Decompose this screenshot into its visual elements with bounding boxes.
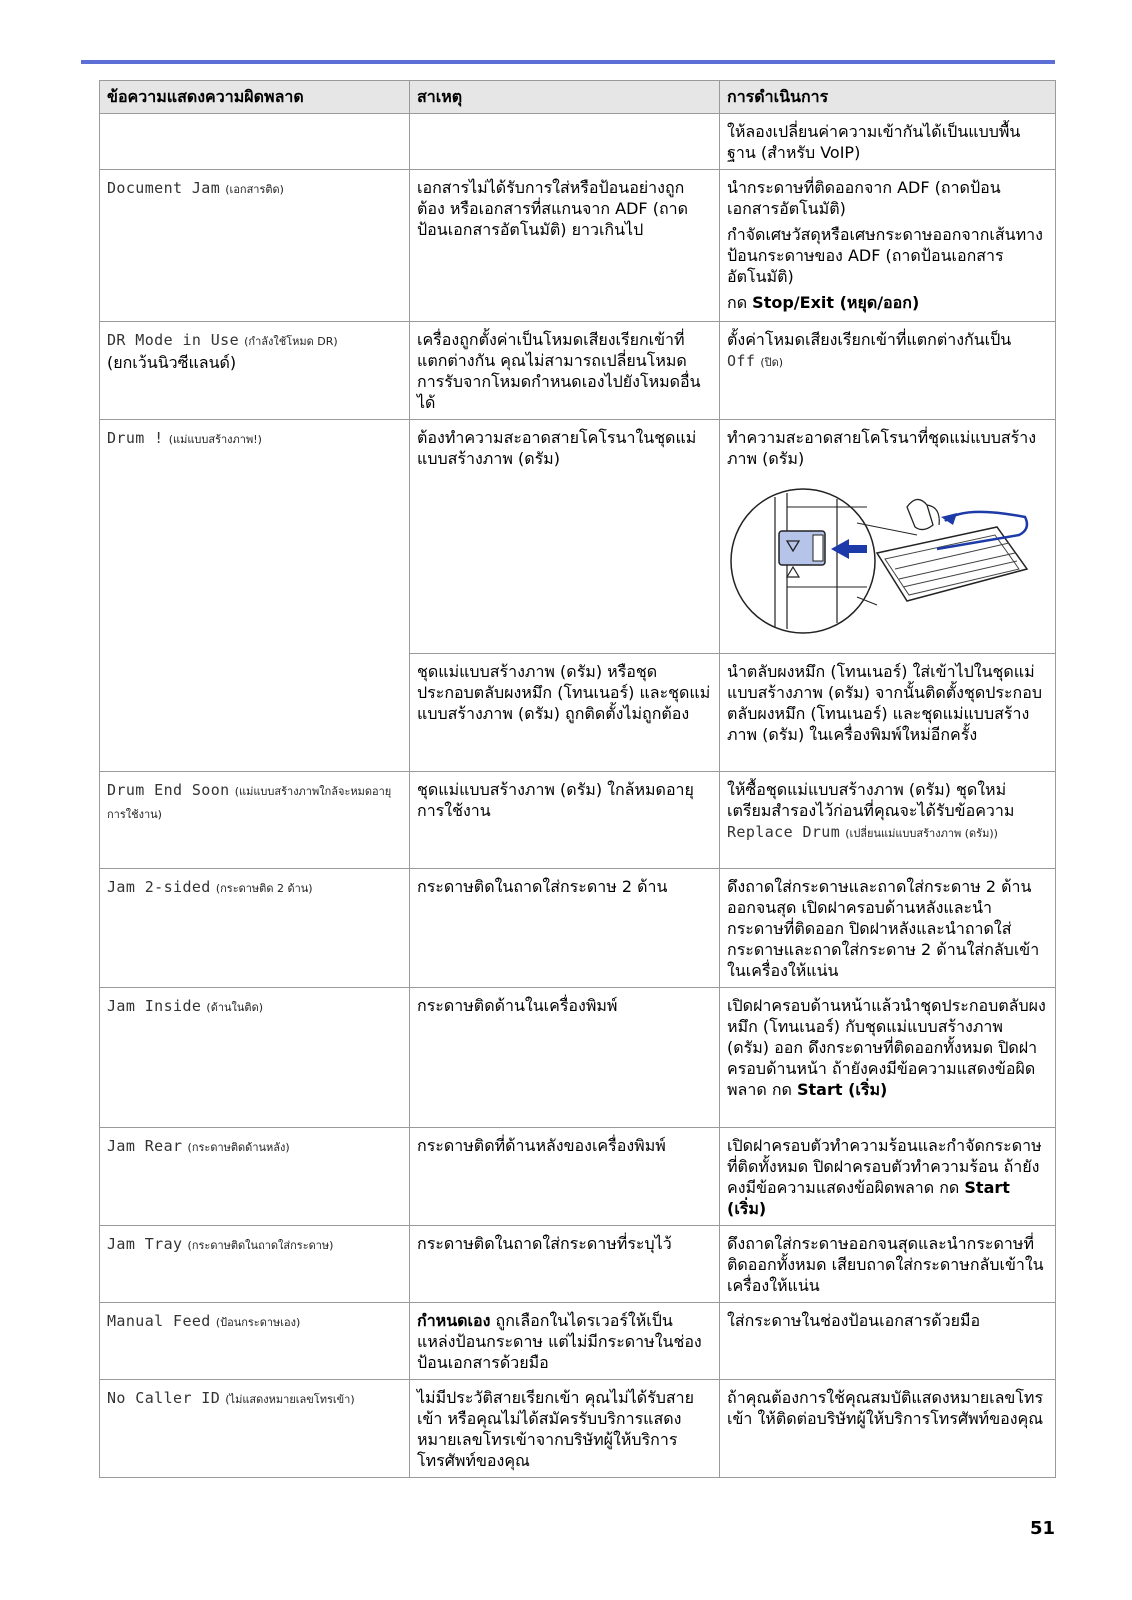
action-step: กำจัดเศษวัสดุหรือเศษกระดาษออกจากเส้นทางป้อนกระดาษของ ADF (ถาดป้อนเอกสารอัตโนมัติ) <box>727 225 1043 286</box>
cause-text: ถูกเลือกในไดรเวอร์ให้เป็นแหล่งป้อนกระดาษ แต่ไม่มีกระดาษในช่องป้อนเอกสารด้วยมือ <box>417 1311 702 1372</box>
message-cell <box>100 1128 410 1226</box>
header-action: การดำเนินการ <box>720 81 1056 114</box>
message-cell <box>100 420 410 772</box>
error-code-translation: (แม่แบบสร้างภาพ!) <box>168 433 262 446</box>
error-code: Drum ! <box>107 429 164 447</box>
cause-cell: ต้องทำความสะอาดสายโคโรนาในชุดแม่แบบสร้างภาพ (ดรัม) <box>410 420 720 654</box>
message-cell <box>100 170 410 322</box>
action-cell: ดึงถาดใส่กระดาษและถาดใส่กระดาษ 2 ด้านออกจนสุด เปิดฝาครอบด้านหลังและนำกระดาษที่ติดออก ปิดฝาหลังและนำถาดใส่กระดาษและถาดใส่กระดาษ 2 ด้านใส่กลับเข้าในเครื่องให้แน่น <box>720 869 1056 988</box>
table-row <box>100 170 1056 322</box>
error-code-translation: (เอกสารติด) <box>225 183 284 196</box>
header-cause: สาเหตุ <box>410 81 720 114</box>
table-row <box>100 420 1056 654</box>
region-note: (ยกเว้นนิวซีแลนด์) <box>107 353 237 372</box>
cause-cell: เครื่องถูกตั้งค่าเป็นโหมดเสียงเรียกเข้าที่แตกต่างกัน คุณไม่สามารถเปลี่ยนโหมดการรับจากโหมดกำหนดเองไปยังโหมดอื่นได้ <box>410 322 720 420</box>
action-text: ให้ซื้อชุดแม่แบบสร้างภาพ (ดรัม) ชุดใหม่เตรียมสำรองไว้ก่อนที่คุณจะได้รับข้อความ <box>727 780 1015 820</box>
error-code: Jam Tray <box>107 1235 183 1253</box>
error-code: Manual Feed <box>107 1312 211 1330</box>
error-code: Document Jam <box>107 179 221 197</box>
error-code: DR Mode in Use <box>107 331 240 349</box>
message-cell <box>100 772 410 869</box>
action-step <box>727 292 1047 313</box>
header-error-message: ข้อความแสดงความผิดพลาด <box>100 81 410 114</box>
message-cell <box>100 1226 410 1303</box>
table-row <box>100 869 1056 988</box>
message-code-translation: (เปลี่ยนแม่แบบสร้างภาพ (ดรัม)) <box>845 827 998 840</box>
cause-cell: กระดาษติดในถาดใส่กระดาษที่ระบุไว้ <box>410 1226 720 1303</box>
action-cell <box>720 170 1056 322</box>
message-cell <box>100 114 410 170</box>
cause-cell <box>410 114 720 170</box>
error-code: No Caller ID <box>107 1389 221 1407</box>
message-cell <box>100 1380 410 1478</box>
error-code-translation: (ไม่แสดงหมายเลขโทรเข้า) <box>225 1393 355 1406</box>
error-code-translation: (ด้านในติด) <box>206 1001 264 1014</box>
action-text: เปิดฝาครอบด้านหน้าแล้วนำชุดประกอบตลับผงหมึก (โทนเนอร์) กับชุดแม่แบบสร้างภาพ (ดรัม) ออก ดึงกระดาษที่ติดออกทั้งหมด ปิดฝาครอบด้านหน้า ถ้ายังคงมีข้อความแสดงข้อผิดพลาด กด <box>727 996 1046 1099</box>
action-cell: ใส่กระดาษในช่องป้อนเอกสารด้วยมือ <box>720 1303 1056 1380</box>
error-code-translation: (กระดาษติดด้านหลัง) <box>187 1141 290 1154</box>
message-code: Replace Drum <box>727 823 841 841</box>
action-cell: ถ้าคุณต้องการใช้คุณสมบัติแสดงหมายเลขโทรเข้า ให้ติดต่อบริษัทผู้ให้บริการโทรศัพท์ของคุณ <box>720 1380 1056 1478</box>
drum-unit-illustration <box>727 477 1031 637</box>
action-text: ทำความสะอาดสายโคโรนาที่ชุดแม่แบบสร้างภาพ (ดรัม) <box>727 428 1037 468</box>
error-code: Jam Rear <box>107 1137 183 1155</box>
error-code-translation: (กระดาษติดในถาดใส่กระดาษ) <box>187 1239 334 1252</box>
cause-cell: เอกสารไม่ได้รับการใส่หรือป้อนอย่างถูกต้อง หรือเอกสารที่สแกนจาก ADF (ถาดป้อนเอกสารอัตโนมัติ) ยาวเกินไป <box>410 170 720 322</box>
table-row <box>100 322 1056 420</box>
table-header-row <box>100 81 1056 114</box>
message-cell <box>100 322 410 420</box>
action-cell <box>720 1128 1056 1226</box>
cause-cell <box>410 1303 720 1380</box>
action-cell: ให้ลองเปลี่ยนค่าความเข้ากันได้เป็นแบบพื้นฐาน (สำหรับ VoIP) <box>720 114 1056 170</box>
action-cell <box>720 322 1056 420</box>
action-text: เปิดฝาครอบตัวทำความร้อนและกำจัดกระดาษที่ติดทั้งหมด ปิดฝาครอบตัวทำความร้อน ถ้ายังคงมีข้อความแสดงข้อผิดพลาด กด <box>727 1136 1042 1197</box>
cause-cell: ไม่มีประวัติสายเรียกเข้า คุณไม่ได้รับสายเข้า หรือคุณไม่ได้สมัครรับบริการแสดงหมายเลขโทรเข้าจากบริษัทผู้ให้บริการโทรศัพท์ของคุณ <box>410 1380 720 1478</box>
action-step: นำกระดาษที่ติดออกจาก ADF (ถาดป้อนเอกสารอัตโนมัติ) <box>727 178 1001 218</box>
cause-cell: กระดาษติดที่ด้านหลังของเครื่องพิมพ์ <box>410 1128 720 1226</box>
action-cell <box>720 772 1056 869</box>
setting-value-translation: (ปิด) <box>760 356 784 369</box>
driver-setting-name: กำหนดเอง <box>417 1311 491 1330</box>
message-cell <box>100 869 410 988</box>
error-code-translation: (แม่แบบสร้างภาพใกล้จะหมดอายุการใช้งาน) <box>107 785 392 821</box>
table-row <box>100 1380 1056 1478</box>
action-text: ตั้งค่าโหมดเสียงเรียกเข้าที่แตกต่างกันเป็น <box>727 330 1012 349</box>
error-code-translation: (ป้อนกระดาษเอง) <box>215 1316 301 1329</box>
cause-cell: ชุดแม่แบบสร้างภาพ (ดรัม) หรือชุดประกอบตลับผงหมึก (โทนเนอร์) และชุดแม่แบบสร้างภาพ (ดรัม) ถูกติดตั้งไม่ถูกต้อง <box>410 654 720 772</box>
error-message-table <box>99 80 1056 1478</box>
error-code: Jam Inside <box>107 997 202 1015</box>
action-step-prefix: กด <box>727 293 748 312</box>
action-cell <box>720 420 1056 654</box>
stop-exit-key-label: Stop/Exit (หยุด/ออก) <box>752 293 920 312</box>
cause-cell: กระดาษติดในถาดใส่กระดาษ 2 ด้าน <box>410 869 720 988</box>
cause-cell: กระดาษติดด้านในเครื่องพิมพ์ <box>410 988 720 1128</box>
start-key-label: Start (เริ่ม) <box>727 1178 1010 1218</box>
error-code: Jam 2-sided <box>107 878 211 896</box>
table-row <box>100 1128 1056 1226</box>
top-accent-rule <box>81 60 1055 64</box>
action-cell: นำตลับผงหมึก (โทนเนอร์) ใส่เข้าไปในชุดแม่แบบสร้างภาพ (ดรัม) จากนั้นติดตั้งชุดประกอบตลับผงหมึก (โทนเนอร์) และชุดแม่แบบสร้างภาพ (ดรัม) ในเครื่องพิมพ์ใหม่อีกครั้ง <box>720 654 1056 772</box>
table-row <box>100 772 1056 869</box>
table-row <box>100 1303 1056 1380</box>
setting-value-code: Off <box>727 352 756 370</box>
message-cell <box>100 988 410 1128</box>
table-row <box>100 988 1056 1128</box>
error-code: Drum End Soon <box>107 781 230 799</box>
message-cell <box>100 1303 410 1380</box>
error-code-translation: (กระดาษติด 2 ด้าน) <box>215 882 313 895</box>
action-cell <box>720 988 1056 1128</box>
page-number: 51 <box>1029 1518 1055 1539</box>
table-row <box>100 1226 1056 1303</box>
cause-cell: ชุดแม่แบบสร้างภาพ (ดรัม) ใกล้หมดอายุการใช้งาน <box>410 772 720 869</box>
action-cell: ดึงถาดใส่กระดาษออกจนสุดและนำกระดาษที่ติดออกทั้งหมด เสียบถาดใส่กระดาษกลับเข้าในเครื่องให้แน่น <box>720 1226 1056 1303</box>
error-code-translation: (กำลังใช้โหมด DR) <box>244 335 338 348</box>
start-key-label: Start (เริ่ม) <box>796 1080 888 1099</box>
table-row <box>100 114 1056 170</box>
